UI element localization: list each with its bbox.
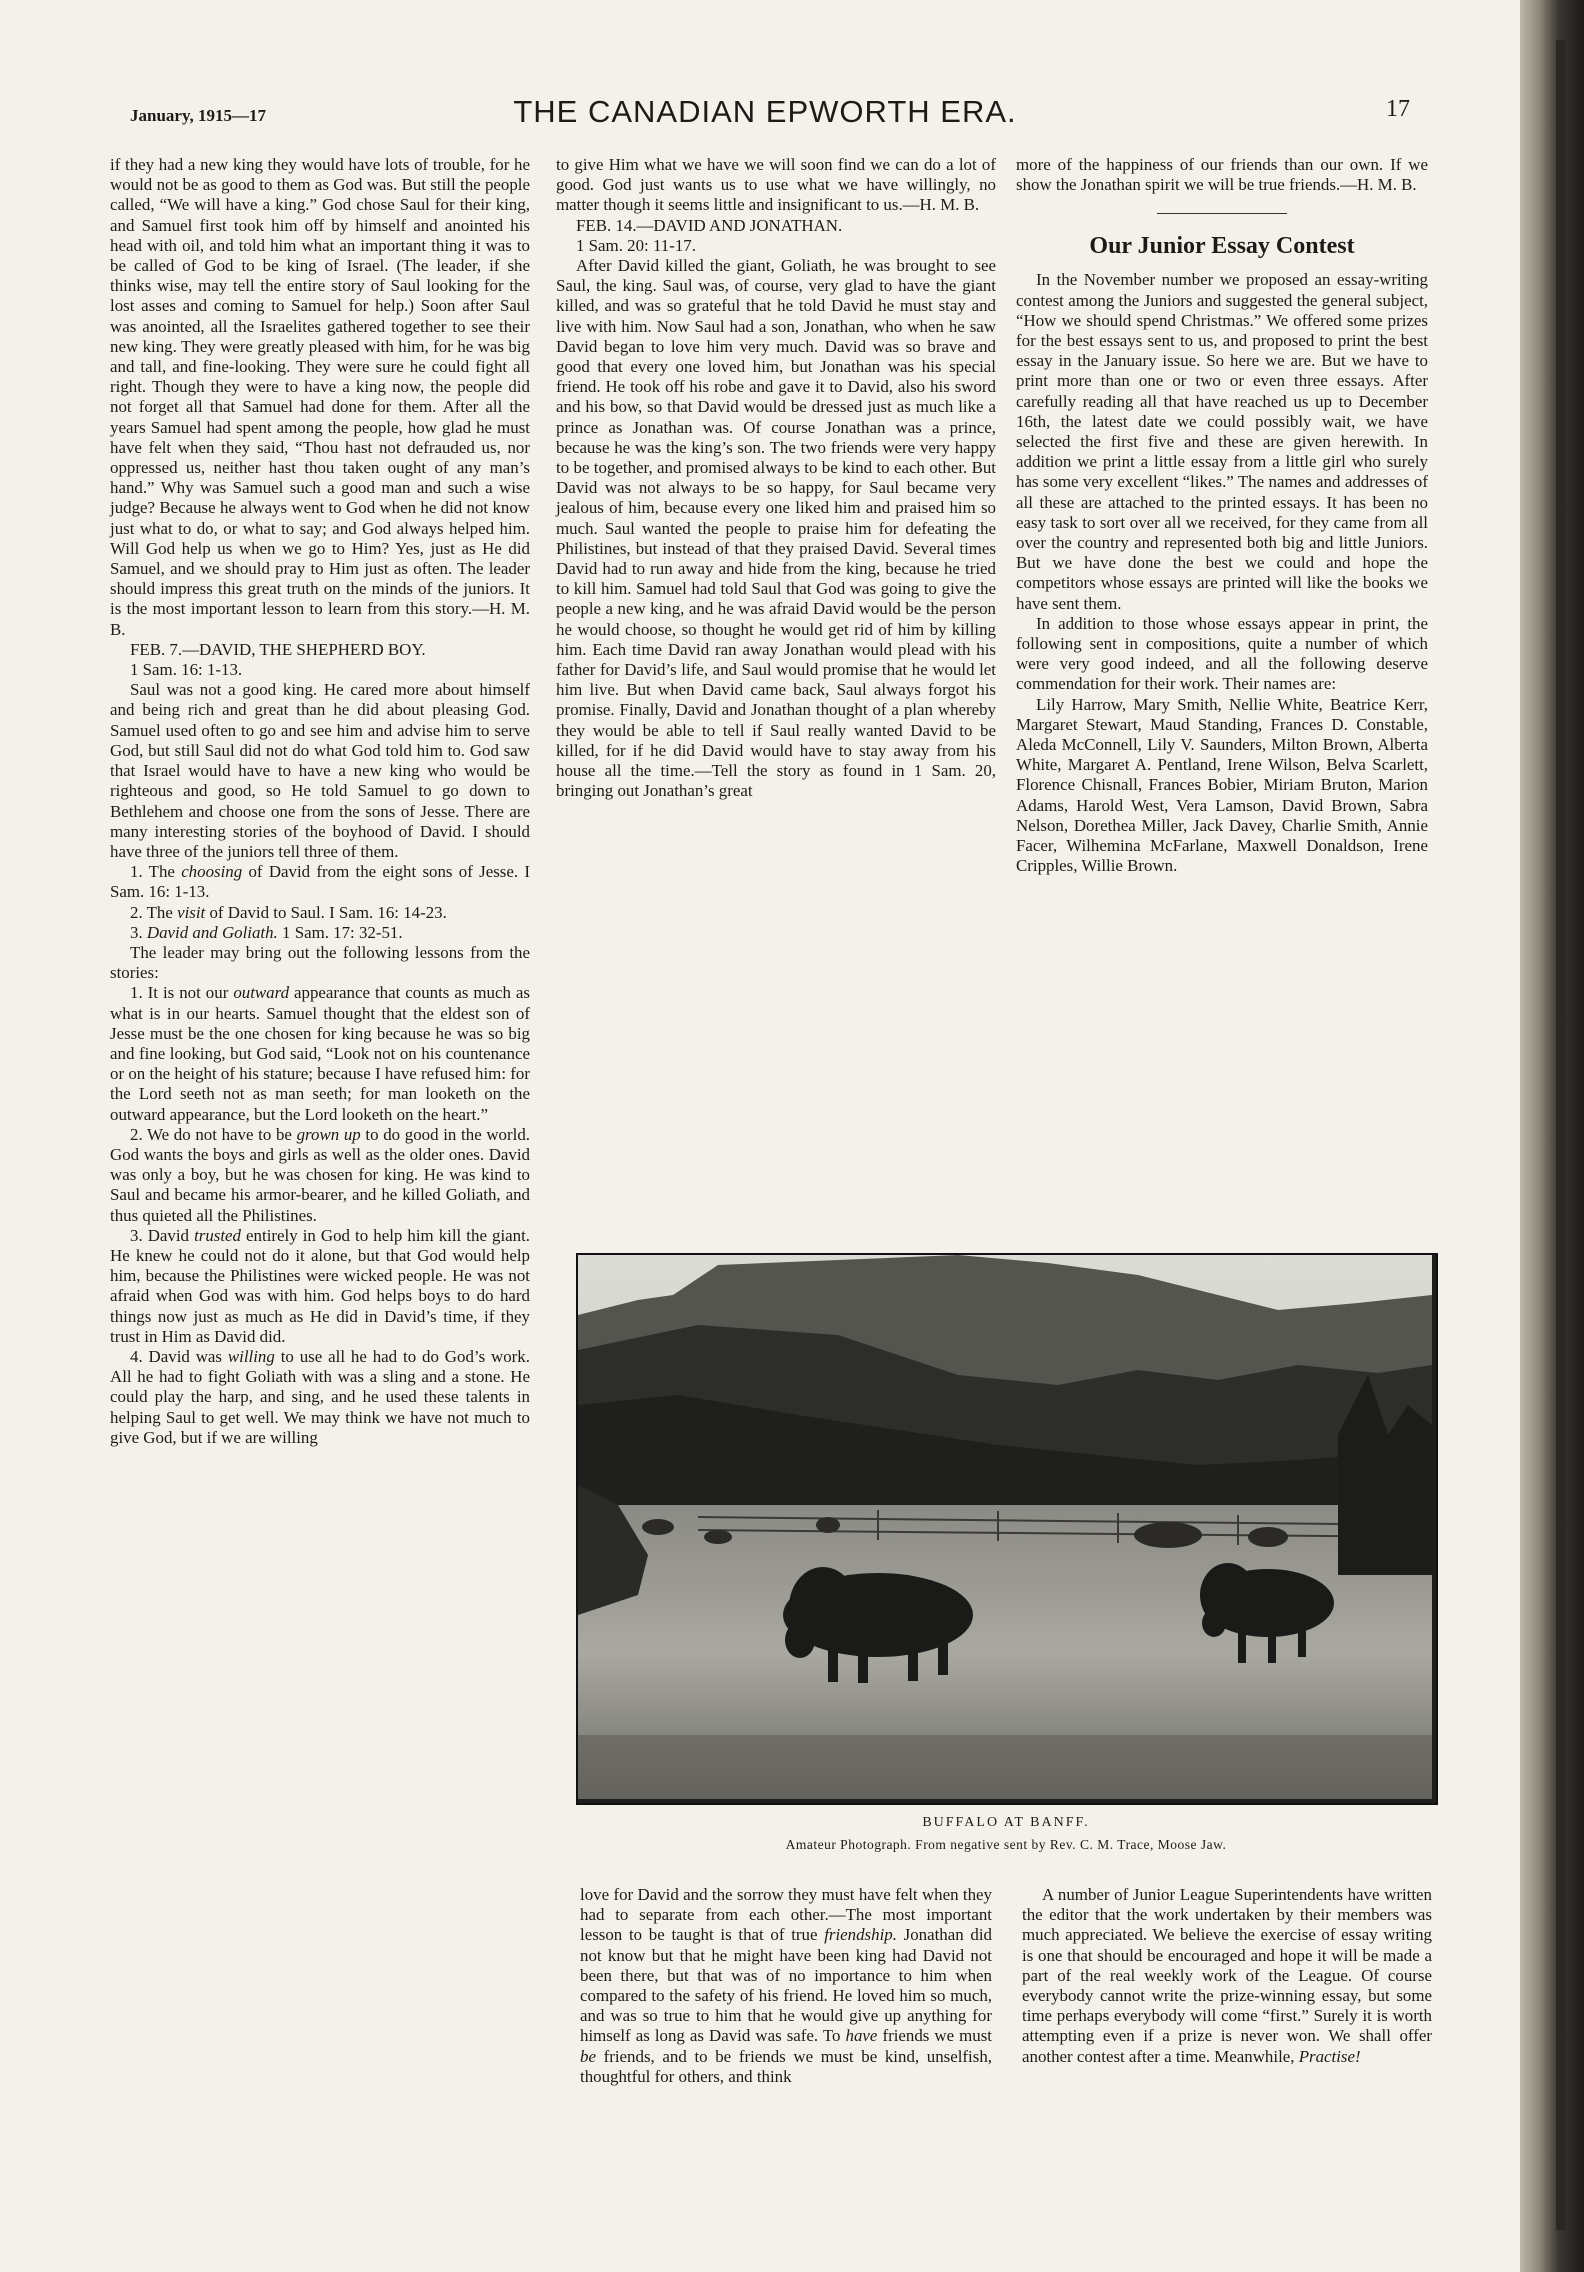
paragraph: love for David and the sorrow they must have felt when they had to separate from each other.—The most important lesson to be taught is that of true friendship. Jonathan did not know but that he might have been king had David not been there, but that was of no importance to him when compared to the safety of his friend. He loved him so much, and was so true to him that he would give up anything for himself as long as David was safe. To have friends we must be friends, and to be friends we must be kind, unselfish, thoughtful for others, and think — [580, 1885, 992, 2086]
paragraph: A number of Junior League Superintendents have written the editor that the work undertaken by their members was much appreciated. We believe the exercise of essay writing is one that should be encouraged and hope it will be made a part of the real weekly work of the League. Of course everybody cannot write the prize-winning essay, but some time perhaps everybody will come “first.” Surely it is worth attempting even if a prize is never won. We shall offer another contest after a time. Meanwhile, Practise! — [1022, 1885, 1432, 2066]
page-number: 17 — [1386, 96, 1410, 122]
buffalo-photograph — [576, 1253, 1438, 1805]
column-middle — [556, 155, 996, 802]
lesson-item: 1. It is not our outward appearance that counts as much as what is in our hearts. Samuel thought that the eldest son of Jesse must be the one chosen for king because he was so big and fine looking, but God said, “Look not on his countenance or on the height of his stature; because I have refused him: for the Lord seeth not as man seeth; for man looketh on the outward appearance, but the Lord looketh on the heart.” — [110, 983, 531, 1124]
paragraph: more of the happiness of our friends than our own. If we show the Jonathan spirit we will be true friends.—H. M. B. — [1016, 155, 1428, 195]
list-item: 1. The choosing of David from the eight sons of Jesse. I Sam. 16: 1-13. — [110, 862, 530, 902]
paragraph: to give Him what we have we will soon find we can do a lot of good. God just wants us to use what we have willingly, no matter though it seems little and insignificant to us.—H. M. B. — [556, 155, 996, 215]
paragraph: The leader may bring out the following lessons from the stories: — [110, 942, 530, 983]
paragraph: In addition to those whose essays appear in print, the following sent in compositions, quite a number of which were very good indeed, and all the following deserve commendation for their work. Their names are: — [1016, 613, 1428, 694]
paragraph: After David killed the giant, Goliath, he was brought to see Saul, the king. Saul was, of course, very glad to have the giant killed, and was so grateful that he told David he must stay and live with him. Now Saul had a son, Jonathan, who when he saw David began to love him very much. David was so brave and good that every one loved him, but Jonathan was his special friend. He took off his robe and gave it to David, also his sword and his bow, so that David would be dressed just as much like a prince as Jonathan was. Of course Jonathan was a prince, because he was the king’s son. The two friends were very happy to be together, and promised always to be kind to each other. But David was not always to be so happy, for Saul became very jealous of him, because every one liked him and praised him so much. Saul wanted the people to praise him for defeating the Philistines, but instead of that they praised David. Several times David had to run away and hide from the king, because he tried to kill him. Samuel had told Saul that God was going to give the people a new king, and he was afraid David would be the person he would choose, so thought he would get rid of him by killing him. Each time David ran away Jonathan would plead with his father for David’s life, and Saul would promise that he would let him live. But when David came back, Saul always forgot his promise. Finally, David and Jonathan thought of a plan whereby they would be able to tell if Saul really wanted David to be killed, for if he did David would have to stay away from his house all the time.—Tell the story as found in 1 Sam. 20, bringing out Jonathan’s great — [556, 256, 996, 801]
book-binding-edge — [1520, 0, 1584, 2272]
list-item: 3. David and Goliath. 1 Sam. 17: 32-51. — [130, 922, 403, 942]
scripture-reference: 1 Sam. 20: 11-17. — [576, 235, 696, 255]
column-middle-continued — [580, 1885, 992, 2087]
paragraph: if they had a new king they would have lots of trouble, for he would not be as good to them as God was. But still the people called, “We will have a king.” God chose Saul for their king, and Samuel first took him off by himself and anointed his head with oil, and told him what an important thing it was to be called of God to be king of Israel. (The leader, if she thinks wise, may tell the entire story of Saul looking for the lost asses and coming to Samuel for help.) Soon after Saul was anointed, all the Israelites gathered together to see their new king. They were greatly pleased with him, for he was big and tall, and fine-looking. They were sure he could fight all right. Though they were to have a king now, the people did not forget all that Samuel had done for them. After all the years Samuel had spent among the people, how glad he must have felt when they said, “Thou hast not defrauded us, nor oppressed us, neither hast thou taken ought of any man’s hand.” Why was Samuel such a good man and such a wise judge? Because he always went to God when he did not know just what to do, or what to say; and God always helped him. Will God help us when we go to Him? Yes, just as He did Samuel, and we should pray to Him just as often. The leader should impress this great truth on the minds of the juniors. It is the most important lesson to learn from this story.—H. M. B. — [110, 155, 530, 639]
column-right-continued — [1022, 1885, 1432, 2067]
photo-caption-credit: Amateur Photograph. From negative sent by Rev. C. M. Trace, Moose Jaw. — [785, 1837, 1227, 1852]
names-list: Lily Harrow, Mary Smith, Nellie White, Beatrice Kerr, Margaret Stewart, Maud Standing, Frances D. Constable, Aleda McConnell, Lily V. Saunders, Milton Brown, Alberta White, Margaret A. Pentland, Irene Wilson, Belva Scarlett, Florence Chisnall, Frances Bobier, Miriam Bruton, Marion Adams, Harold West, Vera Lamson, David Brown, Sabra Nelson, Dorethea Miller, Jack Davey, Charlie Smith, Annie Facer, Wilhemina McFarlane, Maxwell Donaldson, Irene Cripples, Willie Brown. — [1016, 694, 1428, 876]
section-heading-feb14: FEB. 14.—DAVID AND JONATHAN. — [576, 215, 843, 235]
article-title: Our Junior Essay Contest — [1089, 233, 1355, 260]
paragraph: Saul was not a good king. He cared more about himself and being rich and great than he did about pleasing God. Samuel used often to go and see him and advise him to serve God, but still Saul did not do what God told him to. God saw that Israel would have to have a new king who would be righteous and good, so He told Samuel to go down to Bethlehem and choose one from the sons of Jesse. There are many interesting stories of the boyhood of David. I should have three of the juniors tell three of them. — [110, 680, 530, 861]
buffalo-photo-image — [578, 1255, 1432, 1799]
list-item: 2. The visit of David to Saul. I Sam. 16: 14-23. — [130, 902, 447, 922]
photo-caption-title: BUFFALO AT BANFF. — [922, 1815, 1090, 1830]
lesson-item: 4. David was willing to use all he had to do God’s work. All he had to fight Goliath with was a sling and a stone. He could play the harp, and sing, and he used these talents in helping Saul to get well. We may think we have not much to give God, but if we are willing — [110, 1346, 530, 1447]
column-right — [1016, 155, 1428, 877]
section-heading-feb7: FEB. 7.—DAVID, THE SHEPHERD BOY. — [130, 639, 426, 659]
divider-rule — [1157, 213, 1287, 214]
paragraph: In the November number we proposed an essay-writing contest among the Juniors and suggested the general subject, “How we should spend Christmas.” We offered some prizes for the best essays sent to us, and proposed to print the best essay in the January issue. So here we are. But we have to print more than one or two or even three essays. After carefully reading all that have reached us up to December 16th, the latest date we could possibly wait, we have selected the first five and these are given herewith. In addition we print a little essay from a little girl who surely has some very excellent “likes.” The names and addresses of all these are attached to the printed essays. It has been no easy task to sort over all we received, for they came from all over the country and represented both big and little Juniors. But we have done the best we could and hope the competitors whose essays are printed will like the books we have sent them. — [1016, 270, 1428, 613]
scripture-reference: 1 Sam. 16: 1-13. — [130, 660, 243, 680]
magazine-title: THE CANADIAN EPWORTH ERA. — [513, 94, 1017, 129]
binding-spine — [1556, 40, 1566, 2230]
lesson-item: 2. We do not have to be grown up to do good in the world. God wants the boys and girls as well as the older ones. David was only a boy, but he was chosen for king. He was kind to Saul and became his armor-bearer, and he killed Goliath, and thus quieted all the Philistines. — [110, 1124, 530, 1225]
issue-date: January, 1915—17 — [130, 106, 267, 125]
page-header — [100, 88, 1430, 138]
column-left — [110, 155, 530, 1448]
lesson-item: 3. David trusted entirely in God to help him kill the giant. He knew he could not do it alone, but that God would help him, because the Philistines were wicked people. He was not afraid when God was with him. God helps boys to do hard things now just as much as He did in David’s time, if they trust in Him as David did. — [110, 1225, 530, 1346]
